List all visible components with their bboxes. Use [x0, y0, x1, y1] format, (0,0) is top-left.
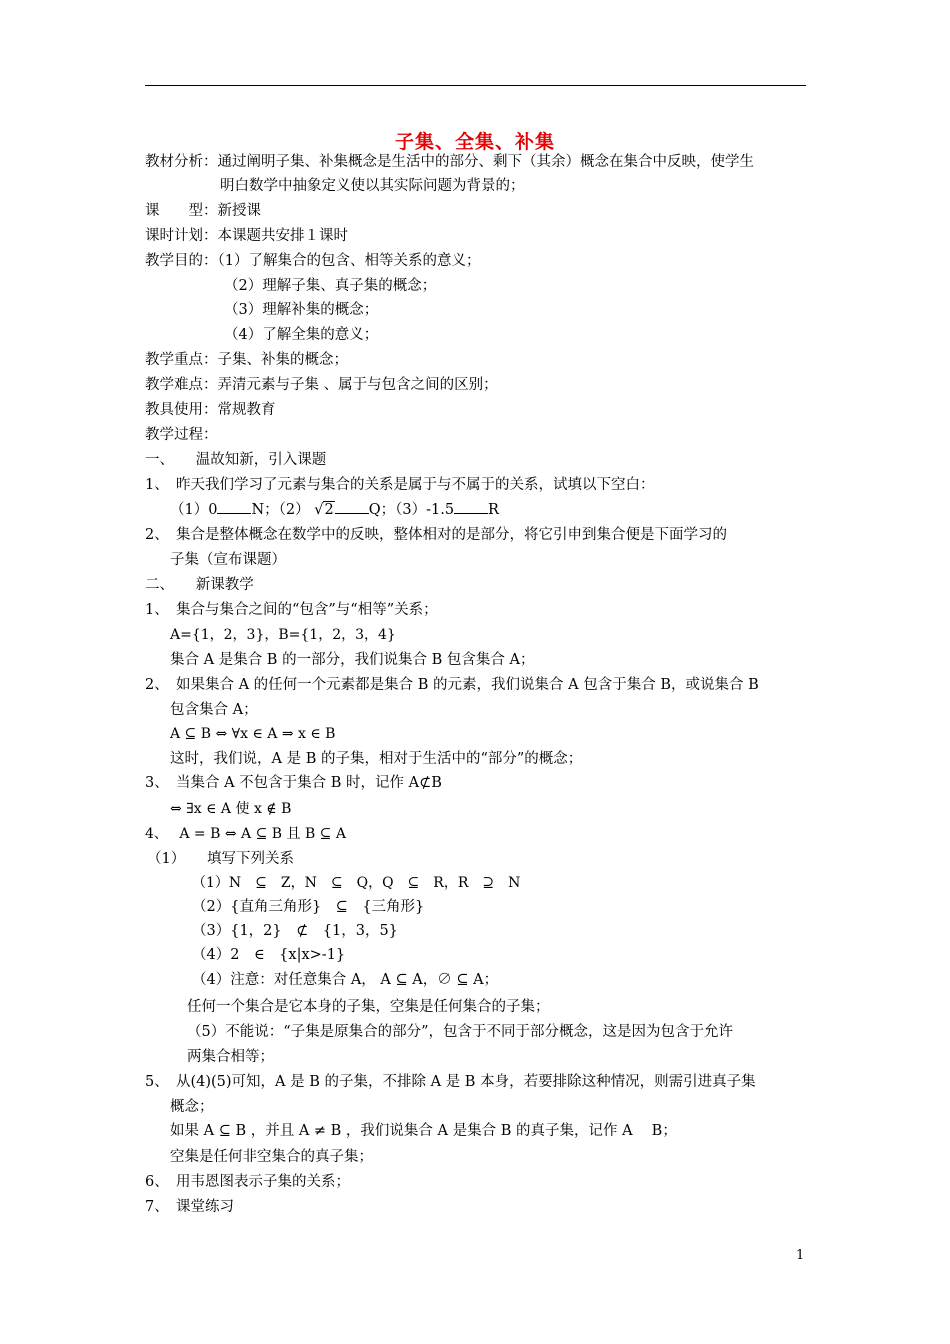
text-line: （2）理解子集、真子集的概念； — [224, 278, 437, 294]
text-line: 两集合相等； — [187, 1049, 274, 1065]
text-line: 教学目的：（1）了解集合的包含、相等关系的意义； — [145, 253, 481, 269]
text-line: 课时计划：本课题共安排１课时 — [145, 228, 348, 244]
text-line: 任何一个集合是它本身的子集，空集是任何集合的子集； — [187, 999, 550, 1015]
text-line: 集合 A 是集合 B 的一部分，我们说集合 B 包含集合 A； — [170, 652, 535, 668]
text-line: （1）N ⊆ Z，N ⊆ Q，Q ⊆ R，R ⊇ N — [192, 875, 521, 891]
text-line: 一、 温故知新，引入课题 — [145, 452, 327, 468]
text-line: 1、 集合与集合之间的“包含”与“相等”关系； — [145, 602, 438, 618]
text-line: （3）{1，2} ⊄ {1，3，5} — [192, 923, 398, 939]
text-line: 1、 昨天我们学习了元素与集合的关系是属于与不属于的关系，试填以下空白： — [145, 477, 655, 493]
text-line: 教学难点：弄清元素与子集 、属于与包含之间的区别； — [145, 377, 498, 393]
text-line: 教学重点：子集、补集的概念； — [145, 352, 348, 368]
text-line: A={1，2，3}，B={1，2，3，4} — [170, 627, 396, 643]
formula: A ⊆ B ⇔ ∀x ∈ A ⇒ x ∈ B — [170, 726, 336, 742]
text-line: 二、 新课教学 — [145, 577, 254, 593]
text-line: （2）{直角三角形} ⊆ {三角形} — [192, 899, 425, 915]
text-line: 5、 从(4)(5)可知，A 是 B 的子集，不排除 A 是 B 本身，若要排除这种情况，则需引进真子集 — [145, 1074, 756, 1090]
text-line: 教材分析：通过阐明子集、补集概念是生活中的部分、剩下（其余）概念在集合中反映，使学生 — [145, 154, 754, 170]
text-line: （4）了解全集的意义； — [224, 327, 379, 343]
text-line: 明白数学中抽象定义使以其实际问题为背景的； — [220, 178, 525, 194]
text-line: 课 型：新授课 — [145, 203, 261, 219]
text-line: 7、 课堂练习 — [145, 1199, 234, 1215]
text-line: 概念； — [170, 1099, 214, 1115]
sqrt-symbol: √2 — [314, 502, 334, 518]
formula: 4、 A = B ⇔ A ⊆ B 且 B ⊆ A — [145, 826, 346, 842]
text-line: （3）理解补集的概念； — [224, 302, 379, 318]
page-number: 1 — [796, 1248, 805, 1263]
text-line: 2、 集合是整体概念在数学中的反映，整体相对的是部分，将它引申到集合便是下面学习的 — [145, 527, 727, 543]
page-title: 子集、全集、补集 — [394, 131, 555, 153]
text-line: 子集（宣布课题） — [170, 552, 286, 568]
formula: ⇔ ∃x ∈ A 使 x ∉ B — [170, 801, 292, 817]
text-line: 包含集合 A； — [170, 702, 258, 718]
text-line: 3、 当集合 A 不包含于集合 B 时，记作 A⊄B — [145, 775, 442, 791]
fill-blank-line: （1）0 N；（2） √2 Q；（3）-1.5 R — [170, 502, 499, 518]
text-line: 教具使用：常规教育 — [145, 402, 276, 418]
text-line: 6、 用韦恩图表示子集的关系； — [145, 1174, 350, 1190]
text-line: （5）不能说：“子集是原集合的部分”，包含于不同于部分概念，这是因为包含于允许 — [187, 1024, 734, 1040]
text-line: 如果 A ⊆ B ，并且 A ≠ B ，我们说集合 A 是集合 B 的真子集，记作 A B； — [170, 1123, 677, 1139]
text-line: （4）注意：对任意集合 A， A ⊆ A，∅ ⊆ A； — [192, 972, 499, 988]
text-line: （4）2 ∈ {x|x>-1} — [192, 947, 346, 963]
header-rule — [145, 85, 806, 86]
text-line: 这时，我们说，A 是 B 的子集，相对于生活中的“部分”的概念； — [170, 751, 583, 767]
text-line: 教学过程： — [145, 427, 218, 443]
text-line: 空集是任何非空集合的真子集； — [170, 1149, 373, 1165]
text-line: 2、 如果集合 A 的任何一个元素都是集合 B 的元素，我们说集合 A 包含于集合 B，或说集合 B — [145, 677, 759, 693]
text-line: （1） 填写下列关系 — [147, 851, 294, 867]
